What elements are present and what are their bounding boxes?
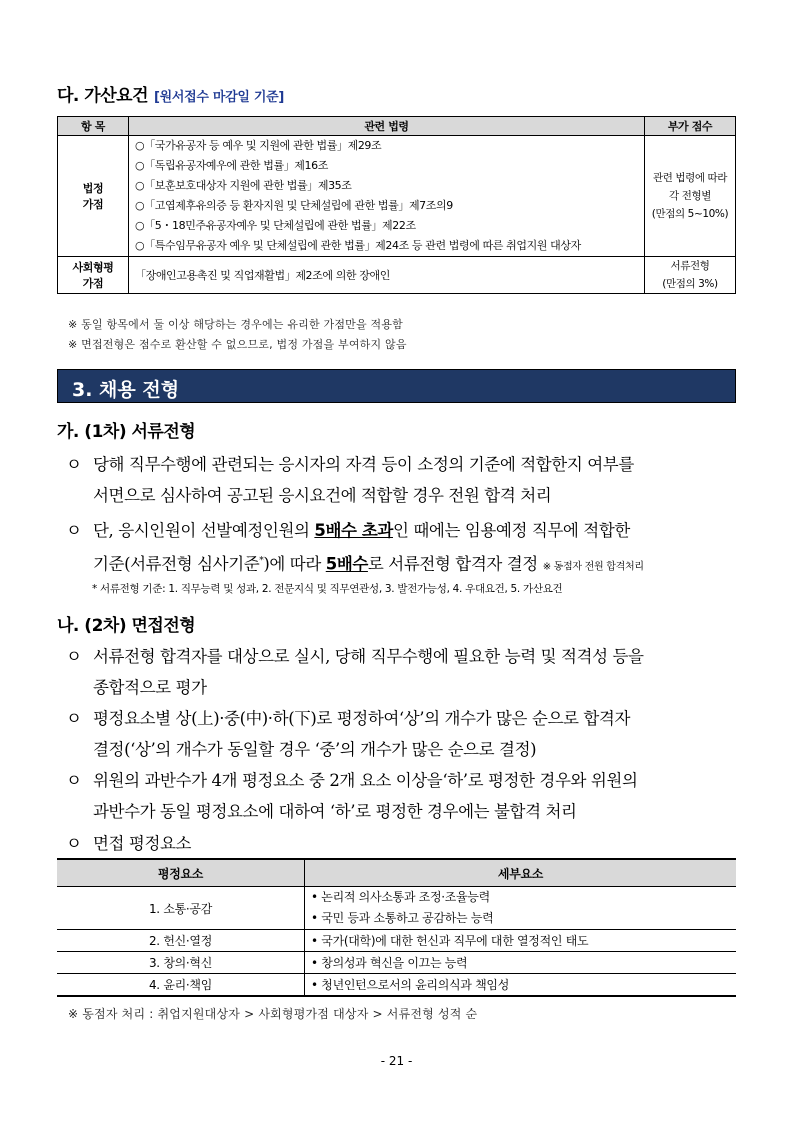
section-banner xyxy=(57,369,736,403)
bullet-line: 위원의 과반수가 4개 평정요소 중 2개 요소 이상을‘하’로 평정한 경우와 위원의 xyxy=(93,771,638,790)
stage2-bullet-4 xyxy=(66,828,191,859)
bullet-line: 당해 직무수행에 관련되는 응시자의 자격 등이 소정의 기준에 적합한지 여부를 xyxy=(93,455,634,474)
legal-points-line: (만점의 5~10%) xyxy=(651,208,729,220)
element-cell: 1. 소통·공감 xyxy=(57,887,305,930)
legal-points xyxy=(645,136,736,257)
table-row xyxy=(57,952,736,974)
bullet-line xyxy=(93,515,756,546)
bonus-row-legal xyxy=(58,136,736,257)
bonus-note: ※ 면접전형은 점수로 환산할 수 없으므로, 법정 가점을 부여하지 않음 xyxy=(68,338,407,351)
bullet-line: 결정(‘상’의 개수가 동일할 경우 ‘중’의 개수가 많은 순으로 결정) xyxy=(93,740,537,759)
bullet-marker: ㅇ xyxy=(66,647,82,666)
text-run: )에 따라 xyxy=(263,554,326,574)
tie-break-note: ※ 동점자 처리 : 취업지원대상자 > 사회형평가점 대상자 > 서류전형 성적 순 xyxy=(68,1007,478,1021)
emphasis-5x-exceed: 5배수 초과 xyxy=(314,521,393,540)
text-run: 단, 응시인원이 선발예정인원의 xyxy=(93,521,315,540)
text-run: 인 때에는 임용예정 직무에 적합한 xyxy=(392,521,630,540)
details-cell: • 청년인턴으로서의 윤리의식과 책임성 xyxy=(305,974,737,997)
header-item: 항 목 xyxy=(58,117,129,136)
social-category-line: 가점 xyxy=(82,277,104,290)
header-details: 세부요소 xyxy=(305,859,737,887)
element-cell: 4. 윤리·책임 xyxy=(57,974,305,997)
law-item: ○「보훈보호대상자 지원에 관한 법률」제35조 xyxy=(135,179,352,192)
table-row xyxy=(57,887,736,930)
header-element: 평정요소 xyxy=(57,859,305,887)
bonus-note: ※ 동일 항목에서 둘 이상 해당하는 경우에는 유리한 가점만을 적용함 xyxy=(68,318,403,331)
law-item: ○「특수임무유공자 예우 및 단체설립에 관한 법률」제24조 등 관련 법령에 따른 취업지원 대상자 xyxy=(135,239,581,252)
bullet-line: 종합적으로 평가 xyxy=(93,678,207,697)
header-points: 부가 점수 xyxy=(645,117,736,136)
criteria-note: * 서류전형 기준: 1. 직무능력 및 성과, 2. 전문지식 및 직무연관성, 3. 발전가능성, 4. 우대요건, 5. 가산요건 xyxy=(92,583,563,595)
detail-line: • 논리적 의사소통과 조정·조율능력 xyxy=(311,890,490,904)
bullet-line: 면접 평정요소 xyxy=(93,834,192,853)
social-points-line: (만점의 3%) xyxy=(662,278,718,290)
footnote-mark: * xyxy=(259,556,264,566)
bonus-table xyxy=(57,116,736,294)
legal-laws xyxy=(129,136,645,257)
law-item: ○「5・18민주유공자예우 및 단체설립에 관한 법률」제22조 xyxy=(135,219,416,232)
bullet-marker: ㅇ xyxy=(66,455,82,474)
page-number: - 21 - xyxy=(380,1054,413,1068)
details-cell: • 창의성과 혁신을 이끄는 능력 xyxy=(305,952,737,974)
bonus-row-social xyxy=(58,257,736,294)
stage2-bullet-2 xyxy=(66,703,756,765)
bonus-table-header xyxy=(58,117,736,136)
emphasis-5x: 5배수 xyxy=(325,554,368,574)
legal-category-line: 법정 xyxy=(82,182,104,195)
bullet-line: 서류전형 합격자를 대상으로 실시, 당해 직무수행에 필요한 능력 및 적격성 등을 xyxy=(93,647,644,666)
stage1-bullet-2 xyxy=(66,515,756,583)
bullet-marker: ㅇ xyxy=(66,709,82,728)
text-run: 로 서류전형 합격자 결정 xyxy=(367,554,538,574)
bullet-line: 평정요소별 상(上)·중(中)·하(下)로 평정하여‘상’의 개수가 많은 순으로 합격자 xyxy=(93,709,630,728)
bonus-heading-title: 다. 가산요건 xyxy=(57,86,148,106)
bonus-heading xyxy=(57,81,284,106)
legal-points-line: 관련 법령에 따라 xyxy=(652,172,728,184)
detail-line: • 국민 등과 소통하고 공감하는 능력 xyxy=(311,911,494,925)
law-item: ○「국가유공자 등 예우 및 지원에 관한 법률」제29조 xyxy=(135,139,382,152)
element-cell: 3. 창의·혁신 xyxy=(57,952,305,974)
social-category-line: 사회형평 xyxy=(72,261,114,274)
stage2-bullet-3 xyxy=(66,765,756,827)
header-law: 관련 법령 xyxy=(129,117,645,136)
law-item: ○「고엽제후유의증 등 환자지원 및 단체설립에 관한 법률」제7조의9 xyxy=(135,199,453,212)
tie-note-inline: ※ 동점자 전원 합격처리 xyxy=(542,561,644,573)
legal-category xyxy=(58,136,129,257)
stage2-bullet-1 xyxy=(66,641,756,703)
bullet-line: 과반수가 동일 평정요소에 대하여 ‘하’로 평정한 경우에는 불합격 처리 xyxy=(93,802,577,821)
stage2-heading: 나. (2차) 면접전형 xyxy=(57,616,196,636)
section-title: 3. 채용 전형 xyxy=(72,379,180,401)
text-run: 기준(서류전형 심사기준 xyxy=(93,554,260,574)
table-row xyxy=(57,974,736,997)
law-item: ○「독립유공자예우에 관한 법률」제16조 xyxy=(135,159,328,172)
table-row xyxy=(57,930,736,952)
social-category xyxy=(58,257,129,294)
bonus-heading-sub: [원서접수 마감일 기준] xyxy=(154,90,285,105)
bullet-line xyxy=(93,546,756,583)
element-cell: 2. 헌신·열정 xyxy=(57,930,305,952)
social-points xyxy=(645,257,736,294)
details-cell: • 국가(대학)에 대한 헌신과 직무에 대한 열정적인 태도 xyxy=(305,930,737,952)
bullet-marker: ㅇ xyxy=(66,834,82,853)
social-law: 「장애인고용촉진 및 직업재활법」제2조에 의한 장애인 xyxy=(129,257,645,294)
interview-table xyxy=(57,858,736,997)
bullet-marker: ㅇ xyxy=(66,521,82,540)
details-cell xyxy=(305,887,737,930)
legal-category-line: 가점 xyxy=(82,198,104,211)
bullet-line: 서면으로 심사하여 공고된 응시요건에 적합할 경우 전원 합격 처리 xyxy=(93,486,552,505)
interview-table-header xyxy=(57,859,736,887)
stage1-heading: 가. (1차) 서류전형 xyxy=(57,422,196,442)
bullet-marker: ㅇ xyxy=(66,771,82,790)
stage1-bullet-1 xyxy=(66,449,746,511)
social-points-line: 서류전형 xyxy=(670,260,710,272)
legal-points-line: 각 전형별 xyxy=(669,190,711,202)
